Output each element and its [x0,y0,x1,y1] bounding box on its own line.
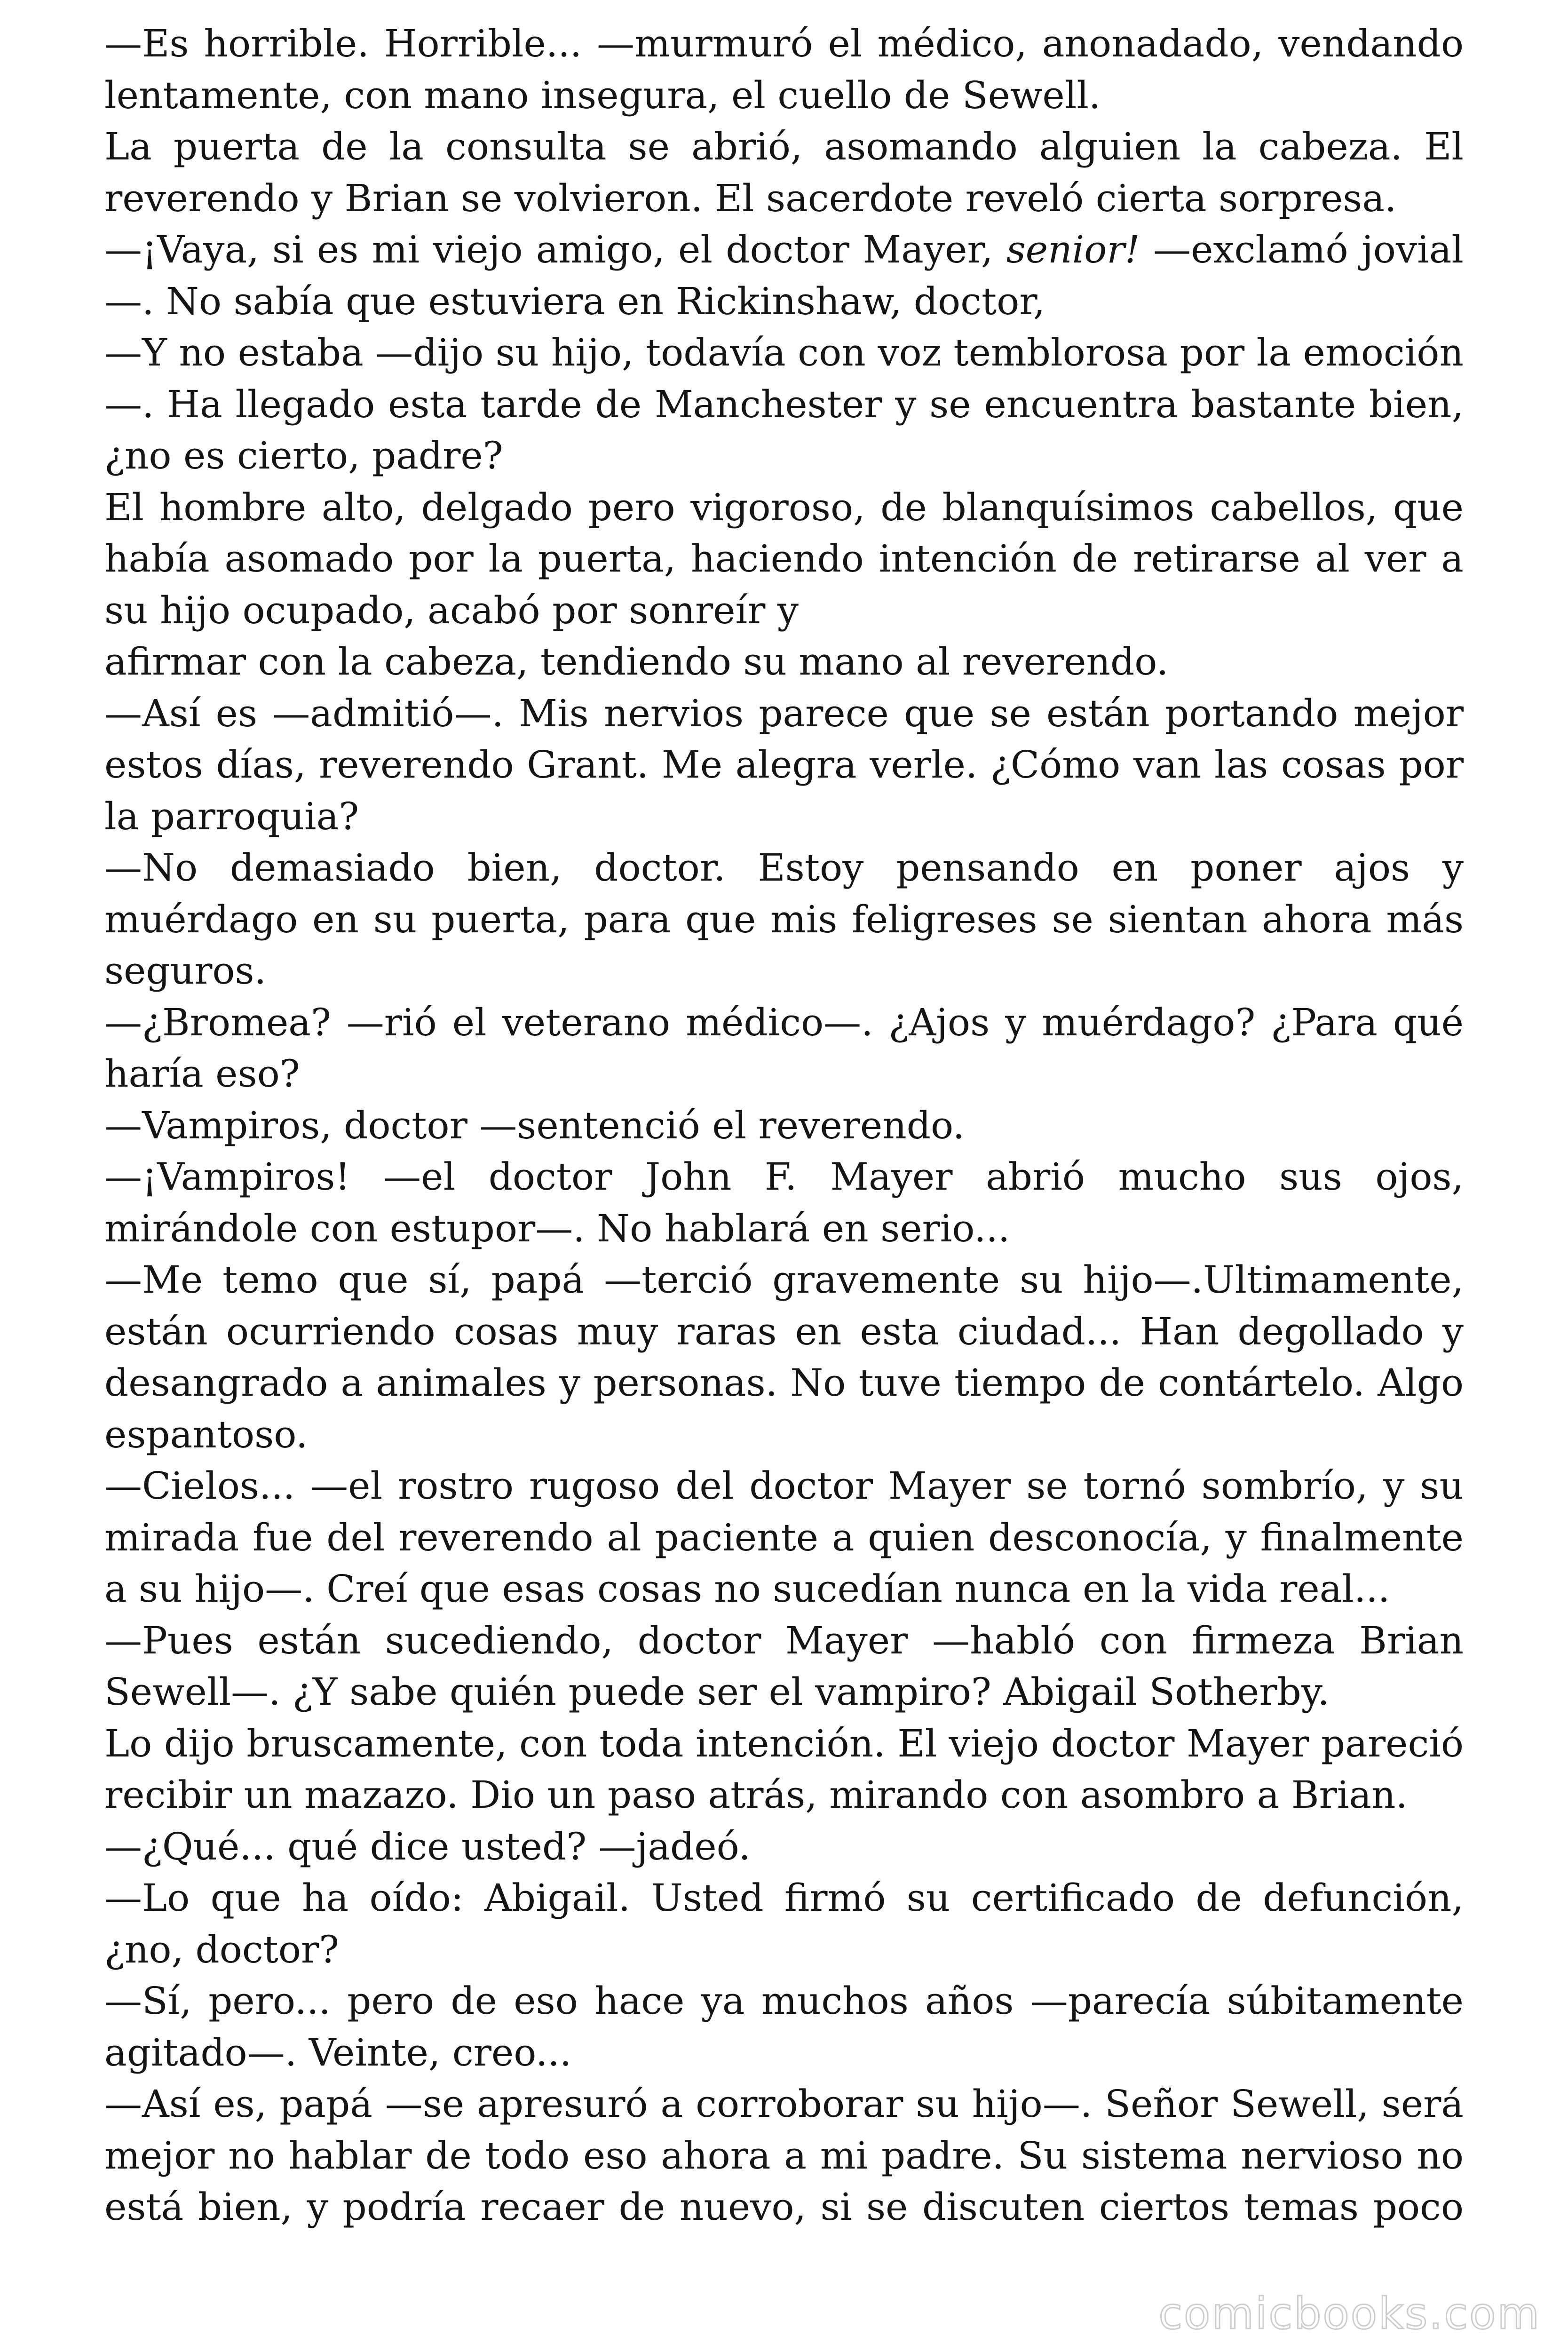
paragraph: —No demasiado bien, doctor. Estoy pensando en poner ajos y muérdago en su puerta, para que mis feligreses se sientan ahora más seguros. [104,846,1464,993]
watermark: comicbooks.com [1158,2288,1541,2339]
paragraph: —Pues están sucediendo, doctor Mayer —habló con firmeza Brian Sewell—. ¿Y sabe quién puede ser el vampiro? Abigail Sotherby. [104,1618,1464,1714]
paragraph: —Lo que ha oído: Abigail. Usted firmó su certificado de defunción, ¿no, doctor? [104,1876,1464,1971]
paragraph: —Así es, papá —se apresuró a corroborar su hijo—. Señor Sewell, será mejor no hablar de todo eso ahora a mi padre. Su sistema nervioso no está bien, y podría recaer de nuevo, si se discuten ciertos temas poco [104,2082,1464,2229]
paragraph: —Sí, pero... pero de eso hace ya muchos años —parecía súbitamente agitado—. Veinte, creo... [104,1979,1464,2074]
book-page [104,18,1464,2323]
paragraph: —Me temo que sí, papá —terció gravemente su hijo—.Ultimamente, están ocurriendo cosas muy raras en esta ciudad... Han degollado y desangrado a animales y personas. No tuve tiempo de contártelo. Algo espantoso. [104,1258,1464,1456]
paragraph: —Y no estaba —dijo su hijo, todavía con voz temblorosa por la emoción—. Ha llegado esta tarde de Manchester y se encuentra bastante bien, ¿no es cierto, padre? [104,331,1464,477]
paragraph-text: —¡Vaya, si es mi viejo amigo, el doctor Mayer, [104,228,1006,271]
paragraph: —¿Qué... qué dice usted? —jadeó. [104,1824,751,1868]
paragraph: —¿Bromea? —rió el veterano médico—. ¿Ajos y muérdago? ¿Para qué haría eso? [104,1000,1464,1096]
paragraph: —Así es —admitió—. Mis nervios parece que se están portando mejor estos días, reverendo Grant. Me alegra verle. ¿Cómo van las cosas por la parroquia? [104,691,1464,838]
paragraph: La puerta de la consulta se abrió, asomando alguien la cabeza. El reverendo y Brian se volvieron. El sacerdote reveló cierta sorpresa. [104,125,1464,220]
paragraph: —Es horrible. Horrible... —murmuró el médico, anonadado, vendando lentamente, con mano insegura, el cuello de Sewell. [104,22,1464,117]
paragraph: —Cielos... —el rostro rugoso del doctor Mayer se tornó sombrío, y su mirada fue del reverendo al paciente a quien desconocía, y finalmente a su hijo—. Creí que esas cosas no sucedían nunca en la vida real... [104,1464,1464,1611]
paragraph: El hombre alto, delgado pero vigoroso, de blanquísimos cabellos, que había asomado por la puerta, haciendo intención de retirarse al ver a su hijo ocupado, acabó por sonreír y [104,485,1464,632]
paragraph [104,224,1464,327]
paragraph-text: —exclamó jovial—. No sabía que estuviera en Rickinshaw, doctor, [104,228,1464,323]
paragraph: —¡Vampiros! —el doctor John F. Mayer abrió mucho sus ojos, mirándole con estupor—. No hablará en serio... [104,1155,1464,1250]
paragraph: Lo dijo bruscamente, con toda intención. El viejo doctor Mayer pareció recibir un mazazo. Dio un paso atrás, mirando con asombro a Brian. [104,1721,1464,1817]
paragraph: afirmar con la cabeza, tendiendo su mano al reverendo. [104,640,1169,683]
paragraph: —Vampiros, doctor —sentenció el reverendo. [104,1103,965,1147]
emphasis-text: senior! [1006,228,1140,271]
